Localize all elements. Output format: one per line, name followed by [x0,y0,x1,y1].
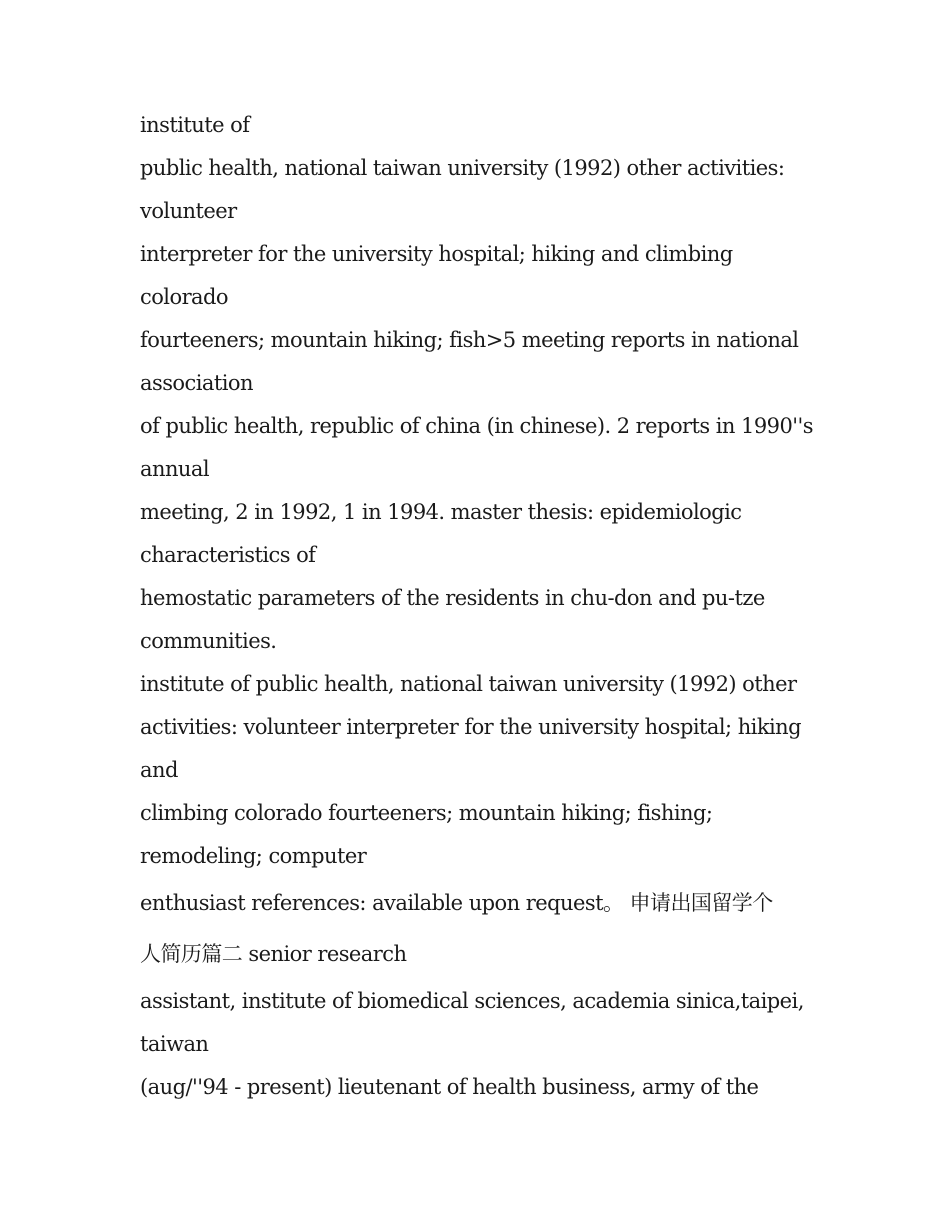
text-line-1: institute of [140,113,250,137]
text-line-17: climbing colorado fourteeners; mountain hiking; fishing; [140,801,713,825]
text-line-23: (aug/''94 - present) lieutenant of health business, army of the [140,1075,759,1099]
document-body [140,104,820,1109]
text-line-18: remodeling; computer [140,844,367,868]
text-line-16: and [140,758,178,782]
text-line-8: of public health, republic of china (in chinese). 2 reports in 1990''s [140,414,813,438]
text-line-11: characteristics of [140,543,316,567]
text-line-3: volunteer [140,199,237,223]
text-line-14: institute of public health, national taiwan university (1992) other [140,672,797,696]
text-line-15: activities: volunteer interpreter for the university hospital; hiking [140,715,802,739]
text-line-7: association [140,371,253,395]
text-line-22: taiwan [140,1032,209,1056]
text-line-4: interpreter for the university hospital; hiking and climbing [140,242,733,266]
text-line-6: fourteeners; mountain hiking; fish>5 meeting reports in national [140,328,799,352]
text-line-2: public health, national taiwan university (1992) other activities: [140,156,785,180]
text-line-9: annual [140,457,210,481]
text-line-19: enthusiast references: available upon request。 申请出国留学个 [140,891,773,915]
text-line-21: assistant, institute of biomedical sciences, academia sinica,taipei, [140,989,804,1013]
text-line-5: colorado [140,285,229,309]
text-line-13: communities. [140,629,277,653]
text-line-20: 人简历篇二 senior research [140,942,407,966]
text-line-10: meeting, 2 in 1992, 1 in 1994. master thesis: epidemiologic [140,500,742,524]
text-line-12: hemostatic parameters of the residents in chu-don and pu-tze [140,586,765,610]
